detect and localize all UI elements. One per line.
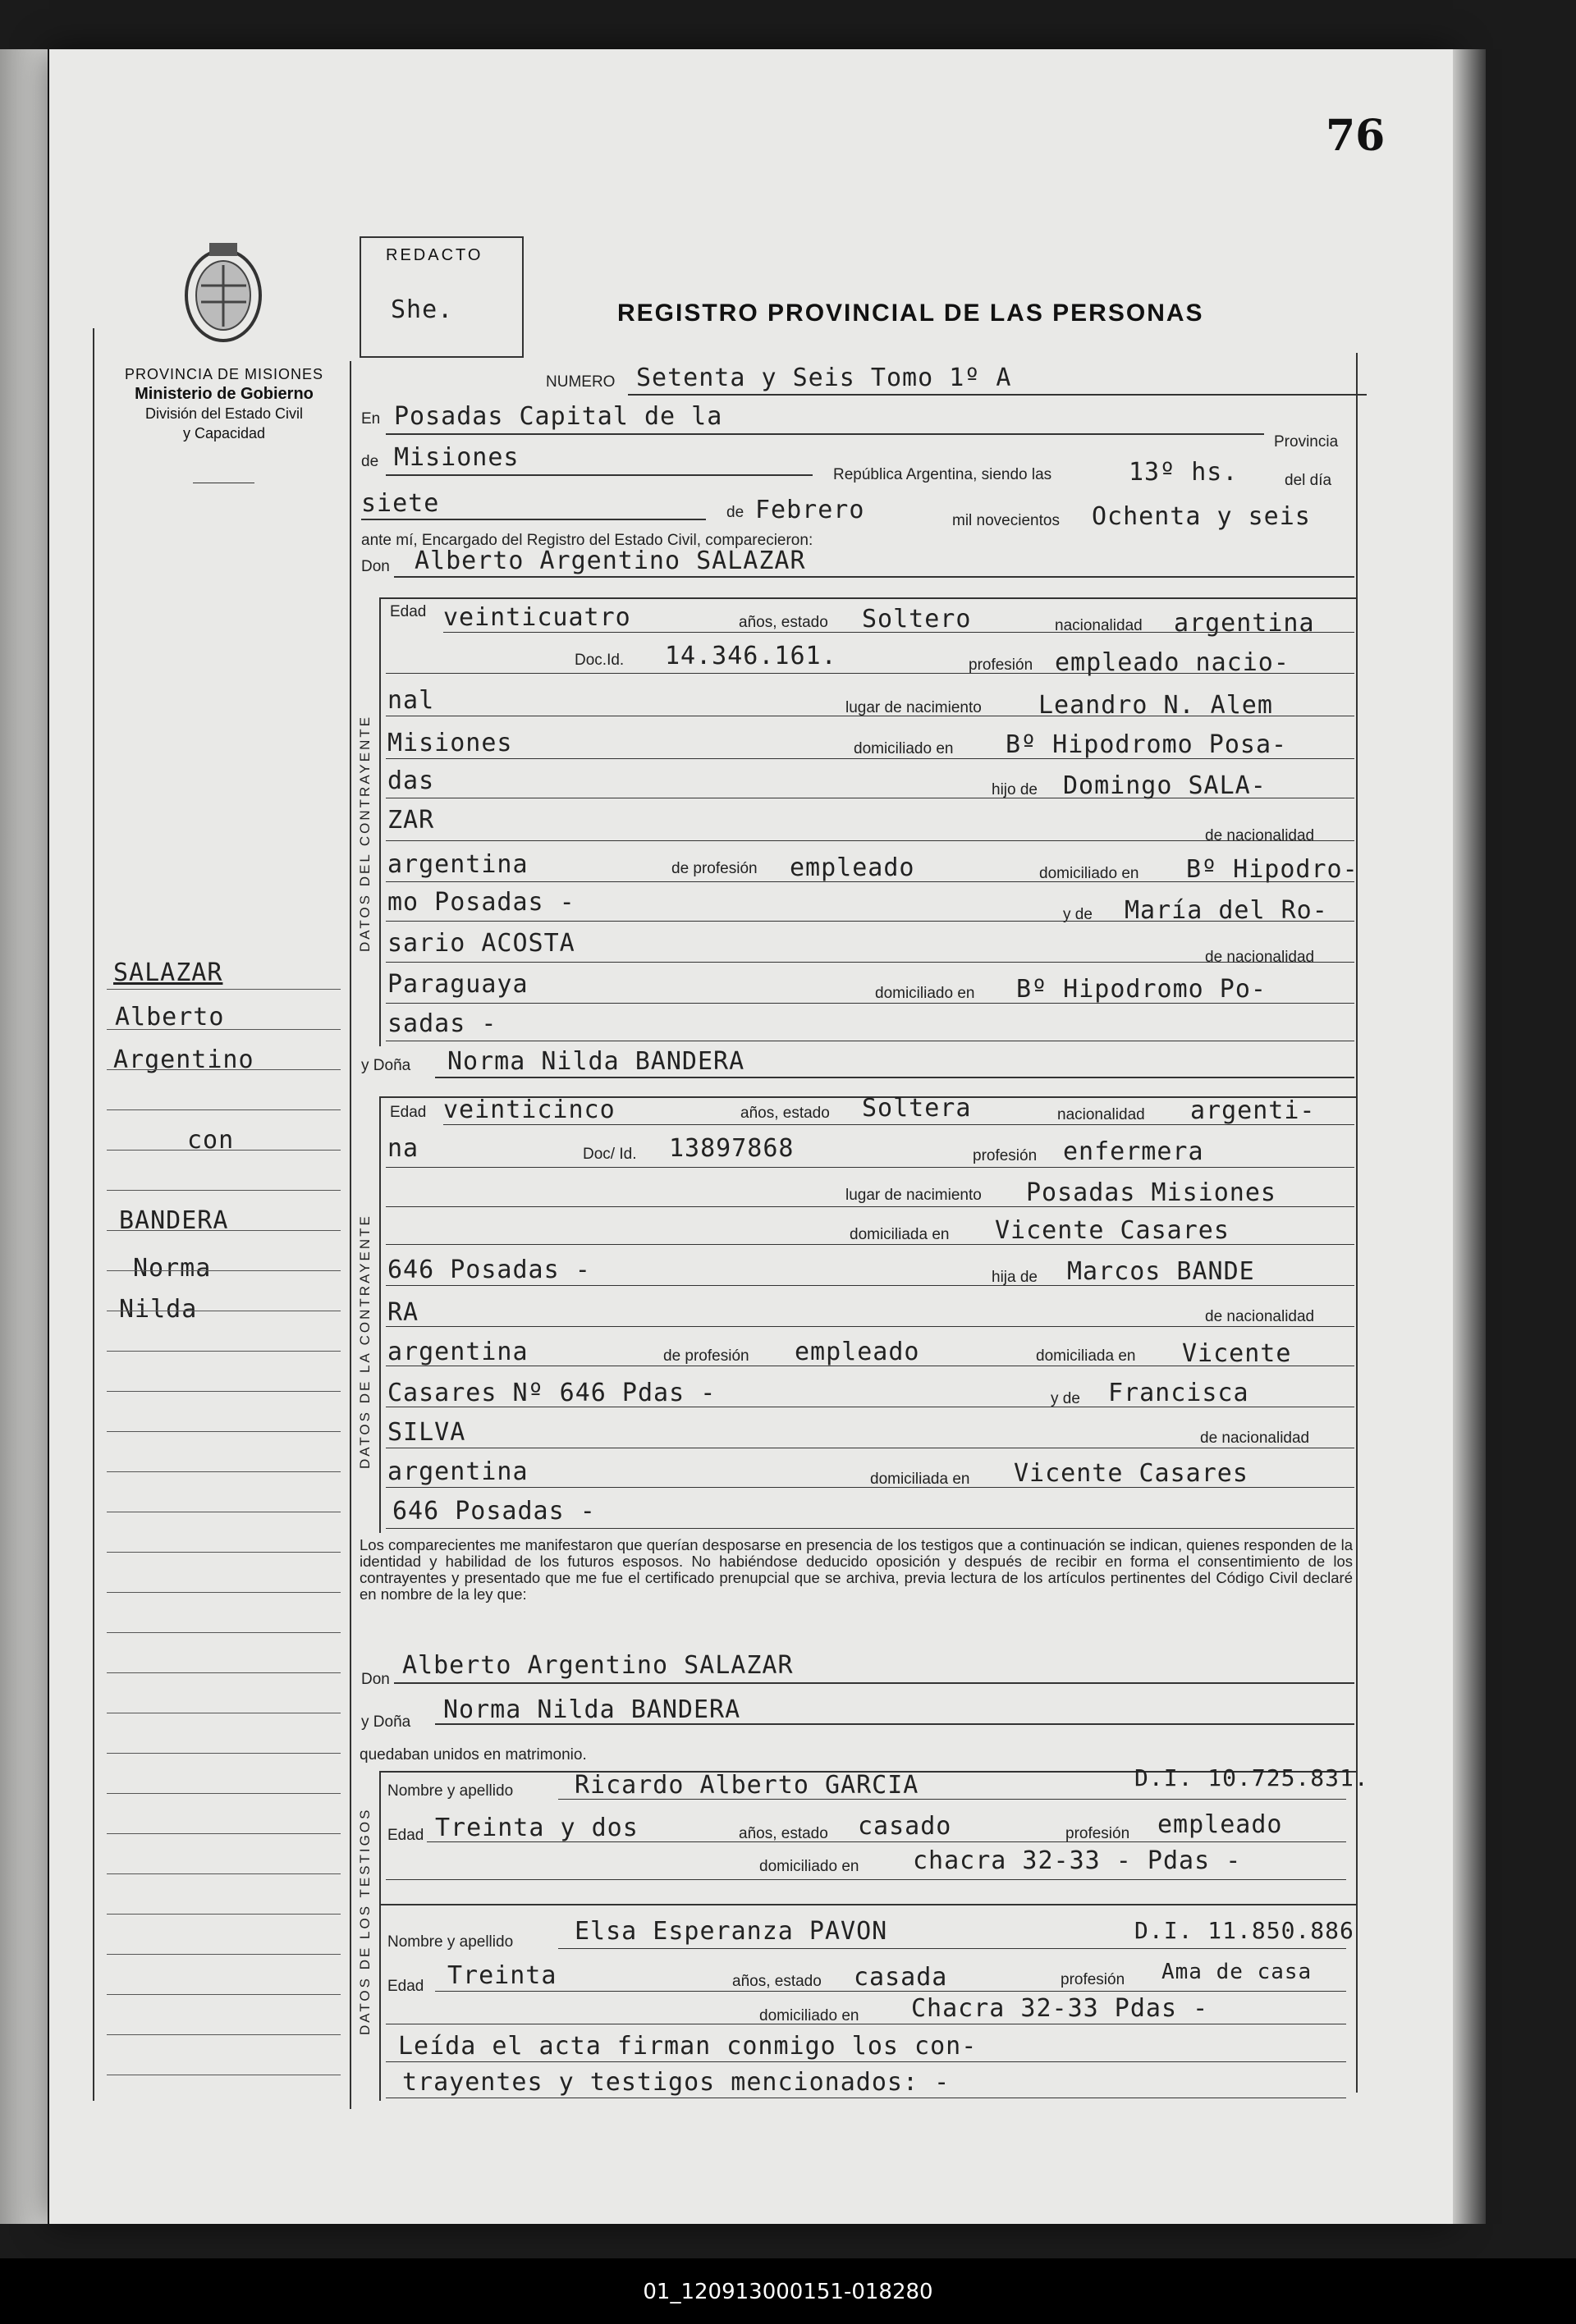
w1-profession: empleado bbox=[1157, 1810, 1283, 1839]
groom-mother-nac-label: de nacionalidad bbox=[1205, 949, 1315, 966]
bride-row11-line bbox=[386, 1528, 1354, 1529]
groom-domicile-cont: das bbox=[387, 766, 435, 795]
bride-hija-label: hija de bbox=[992, 1269, 1038, 1286]
w1-name-label: Nombre y apellido bbox=[387, 1782, 514, 1800]
bride-row2-line bbox=[386, 1167, 1354, 1168]
groom-father-nat: argentina bbox=[387, 850, 529, 879]
witness-box-rule bbox=[379, 1773, 381, 2101]
groom-mother-dom-label: domiciliado en bbox=[875, 985, 975, 1002]
bride-father-nac-label: de nacionalidad bbox=[1205, 1308, 1315, 1325]
bride-birthplace: Posadas Misiones bbox=[1026, 1178, 1276, 1207]
decl-closing: quedaban unidos en matrimonio. bbox=[360, 1746, 587, 1764]
groom-box-top bbox=[379, 597, 1356, 599]
decl-bride-line bbox=[435, 1723, 1354, 1725]
w1-age: Treinta y dos bbox=[435, 1814, 639, 1842]
bride-nac-label: nacionalidad bbox=[1057, 1106, 1145, 1123]
w1-dom-label: domiciliado en bbox=[759, 1858, 859, 1875]
groom-mother-dom-cont: sadas - bbox=[387, 1009, 497, 1038]
margin-rule bbox=[107, 1632, 341, 1633]
don-line bbox=[394, 576, 1354, 578]
bride-domicile-cont: 646 Posadas - bbox=[387, 1256, 591, 1284]
w2-profession: Ama de casa bbox=[1161, 1960, 1313, 1984]
bride-dona-label: y Doña bbox=[361, 1057, 411, 1074]
groom-father-dom-cont: mo Posadas - bbox=[387, 888, 575, 917]
w1-row1-line bbox=[558, 1799, 1346, 1800]
bride-mother-dom-cont: 646 Posadas - bbox=[392, 1497, 596, 1526]
groom-age: veinticuatro bbox=[443, 603, 631, 632]
margin-rule bbox=[107, 1592, 341, 1593]
groom-nac-label: nacionalidad bbox=[1055, 617, 1143, 634]
w1-anos-label: años, estado bbox=[739, 1825, 828, 1842]
w1-domicile: chacra 32-33 - Pdas - bbox=[913, 1846, 1242, 1875]
de2-label: de bbox=[726, 504, 744, 521]
bride-father-dom: Vicente bbox=[1182, 1339, 1292, 1368]
page-right-edge bbox=[1453, 49, 1486, 2224]
decl-don-label: Don bbox=[361, 1671, 390, 1688]
de-label: de bbox=[361, 453, 379, 470]
coat-of-arms-icon bbox=[176, 236, 271, 351]
bride-mother-dom-label: domiciliada en bbox=[870, 1471, 970, 1488]
bride-row1-line bbox=[443, 1124, 1354, 1125]
w2-edad-label: Edad bbox=[387, 1978, 424, 1995]
witness-section-label: DATOS DE LOS TESTIGOS bbox=[357, 1807, 373, 2035]
w2-row2-line bbox=[435, 1991, 1346, 1992]
groom-hijo-label: hijo de bbox=[992, 781, 1038, 798]
margin-rule bbox=[107, 1753, 341, 1754]
bride-row6-line bbox=[386, 1326, 1354, 1327]
groom-birthplace-cont: Misiones bbox=[387, 729, 513, 757]
groom-father-dom-label: domiciliado en bbox=[1039, 865, 1139, 882]
hour-value: 13º hs. bbox=[1129, 458, 1239, 487]
groom-lugar-label: lugar de nacimiento bbox=[845, 699, 982, 716]
del-dia-label: del día bbox=[1285, 472, 1332, 489]
margin-surname-groom: SALAZAR bbox=[113, 958, 223, 987]
margin-name2-bride: Nilda bbox=[119, 1295, 198, 1324]
groom-father: Domingo SALA- bbox=[1063, 771, 1267, 800]
provincia-label: Provincia bbox=[1274, 433, 1339, 451]
decl-dona-label: y Doña bbox=[361, 1713, 411, 1731]
office-header bbox=[105, 364, 343, 443]
bride-profession: enfermera bbox=[1063, 1137, 1204, 1166]
w2-domicile: Chacra 32-33 Pdas - bbox=[911, 1994, 1209, 2023]
groom-anos-label: años, estado bbox=[739, 614, 828, 631]
groom-row2-line bbox=[386, 673, 1354, 674]
w2-name-label: Nombre y apellido bbox=[387, 1933, 514, 1951]
numero-value: Setenta y Seis Tomo 1º A bbox=[636, 364, 1012, 392]
w2-name: Elsa Esperanza PAVON bbox=[575, 1917, 888, 1946]
margin-con: con bbox=[187, 1126, 235, 1155]
groom-mother-dom: Bº Hipodromo Po- bbox=[1016, 975, 1267, 1004]
groom-father-cont: ZAR bbox=[387, 806, 435, 835]
bride-mother-nac-label: de nacionalidad bbox=[1200, 1430, 1310, 1447]
groom-father-nac-label: de nacionalidad bbox=[1205, 827, 1315, 844]
bride-mother-dom: Vicente Casares bbox=[1014, 1459, 1248, 1488]
groom-section-label: DATOS DEL CONTRAYENTE bbox=[357, 714, 373, 952]
groom-profession: empleado nacio- bbox=[1055, 648, 1290, 677]
w2-dom-label: domiciliado en bbox=[759, 2007, 859, 2024]
margin-name2-groom: Argentino bbox=[113, 1045, 254, 1074]
w1-name: Ricardo Alberto GARCIA bbox=[575, 1771, 919, 1800]
bride-nationality-cont: na bbox=[387, 1134, 419, 1163]
groom-dom-label: domiciliado en bbox=[854, 740, 954, 757]
month-value: Febrero bbox=[755, 496, 865, 524]
document-title: REGISTRO PROVINCIAL DE LAS PERSONAS bbox=[617, 300, 1204, 327]
margin-rule bbox=[107, 1471, 341, 1472]
margin-rule bbox=[107, 1351, 341, 1352]
margin-rule bbox=[107, 2034, 341, 2035]
margin-rule bbox=[107, 1873, 341, 1874]
w1-row3-line bbox=[386, 1879, 1346, 1880]
groom-nationality: argentina bbox=[1174, 609, 1315, 638]
bride-row5-line bbox=[386, 1285, 1354, 1286]
closing-line-1-rule bbox=[386, 2061, 1346, 2062]
city-value: Posadas Capital de la bbox=[394, 402, 723, 431]
groom-row7-line bbox=[386, 881, 1354, 882]
groom-mother: María del Ro- bbox=[1125, 896, 1328, 925]
bride-lugar-label: lugar de nacimiento bbox=[845, 1187, 982, 1204]
margin-surname-bride: BANDERA bbox=[119, 1206, 229, 1235]
w2-row1-line bbox=[558, 1948, 1346, 1949]
redacto-value: She. bbox=[391, 295, 454, 324]
margin-rule bbox=[107, 1270, 341, 1271]
office-division-2: y Capacidad bbox=[182, 425, 266, 441]
bride-anos-label: años, estado bbox=[740, 1105, 830, 1122]
bride-estado: Soltera bbox=[862, 1094, 972, 1123]
city-line bbox=[386, 433, 1264, 435]
groom-birthplace: Leandro N. Alem bbox=[1038, 691, 1273, 720]
margin-rule bbox=[107, 1230, 341, 1231]
margin-rule bbox=[107, 1391, 341, 1392]
bride-mother: Francisca bbox=[1108, 1379, 1249, 1407]
margin-rule bbox=[107, 1994, 341, 1995]
closing-line-2: trayentes y testigos mencionados: - bbox=[402, 2068, 951, 2097]
groom-row8-line bbox=[386, 921, 1354, 922]
ante-mi-text: ante mí, Encargado del Registro del Estado Civil, comparecieron: bbox=[361, 532, 813, 549]
margin-rule bbox=[107, 989, 341, 990]
numero-label: NUMERO bbox=[546, 373, 616, 391]
groom-prof-label: profesión bbox=[969, 656, 1033, 674]
bride-father-prof-label: de profesión bbox=[663, 1347, 749, 1365]
bride-father: Marcos BANDE bbox=[1067, 1257, 1255, 1286]
w2-estado: casada bbox=[854, 1963, 948, 1992]
margin-rule bbox=[107, 1109, 341, 1110]
margin-name-groom: Alberto bbox=[115, 1003, 225, 1032]
bride-father-nat: argentina bbox=[387, 1338, 529, 1366]
margin-rule bbox=[107, 1029, 341, 1030]
office-ministry: Ministerio de Gobierno bbox=[135, 385, 314, 403]
groom-y-de-label: y de bbox=[1063, 906, 1093, 923]
w1-prof-label: profesión bbox=[1065, 1825, 1130, 1842]
bride-name-line bbox=[435, 1077, 1354, 1078]
book-binding-edge bbox=[0, 49, 48, 2224]
statement-paragraph: Los comparecientes me manifestaron que querían desposarse en presencia de los testigos que a continuación se indican, quienes responden de la identidad y habilidad de los futuros esposos. No habiéndose deducido oposición y después de recibir en forma el consentimiento de los contrayentes y presentado que me fue el certificado prenupcial que se archiva, previa lectura de los artículos pertinentes del Código Civil declaré en nombre de la ley que: bbox=[360, 1536, 1353, 1603]
bride-father-dom-cont: Casares Nº 646 Pdas - bbox=[387, 1379, 717, 1407]
right-rule bbox=[1356, 353, 1358, 2093]
office-division: División del Estado Civil bbox=[144, 405, 304, 422]
bride-section-label: DATOS DE LA CONTRAYENTE bbox=[357, 1214, 373, 1469]
bride-nationality: argenti- bbox=[1190, 1096, 1316, 1125]
groom-mother-cont: sario ACOSTA bbox=[387, 929, 575, 958]
year-value: Ochenta y seis bbox=[1092, 502, 1311, 531]
margin-rule bbox=[107, 1552, 341, 1553]
w2-age: Treinta bbox=[447, 1961, 557, 1990]
margin-rule bbox=[107, 1069, 341, 1070]
bride-domicile: Vicente Casares bbox=[995, 1216, 1230, 1245]
bride-row10-line bbox=[386, 1487, 1354, 1488]
redacto-label: REDACTO bbox=[386, 246, 483, 264]
bride-box-rule bbox=[379, 1098, 381, 1533]
w1-edad-label: Edad bbox=[387, 1827, 424, 1844]
groom-doc-label: Doc.Id. bbox=[575, 652, 625, 669]
margin-rule-left bbox=[93, 328, 94, 2101]
bride-father-prof: empleado bbox=[795, 1338, 920, 1366]
margin-rule-main bbox=[350, 361, 351, 2109]
en-label: En bbox=[361, 410, 381, 428]
decl-groom-line bbox=[394, 1682, 1354, 1684]
bride-row3-line bbox=[386, 1206, 1354, 1207]
groom-edad-label: Edad bbox=[390, 603, 427, 620]
bride-mother-nat: argentina bbox=[387, 1457, 529, 1486]
bride-prof-label: profesión bbox=[973, 1147, 1038, 1164]
groom-domicile: Bº Hipodromo Posa- bbox=[1006, 730, 1288, 759]
w1-estado: casado bbox=[858, 1812, 952, 1841]
margin-rule bbox=[107, 1954, 341, 1955]
groom-mother-nat: Paraguaya bbox=[387, 970, 529, 999]
margin-rule bbox=[107, 1150, 341, 1151]
groom-name: Alberto Argentino SALAZAR bbox=[415, 547, 806, 575]
bride-dom-label: domiciliada en bbox=[850, 1226, 950, 1243]
groom-row9-line bbox=[386, 962, 1354, 963]
groom-father-prof-label: de profesión bbox=[671, 860, 758, 877]
groom-father-prof: empleado bbox=[790, 853, 915, 882]
groom-row4-line bbox=[386, 758, 1354, 759]
republica-text: República Argentina, siendo las bbox=[833, 466, 1052, 483]
bride-age: veinticinco bbox=[443, 1096, 616, 1124]
groom-row10-line bbox=[386, 1003, 1354, 1004]
groom-doc: 14.346.161. bbox=[665, 642, 837, 670]
w1-row2-line bbox=[427, 1841, 1346, 1842]
w1-doc: D.I. 10.725.831. bbox=[1134, 1764, 1369, 1791]
decl-groom-name: Alberto Argentino SALAZAR bbox=[402, 1651, 794, 1680]
bride-row4-line bbox=[386, 1244, 1354, 1245]
groom-profession-cont: nal bbox=[387, 686, 435, 715]
groom-father-dom: Bº Hipodro- bbox=[1186, 855, 1358, 884]
margin-rule bbox=[107, 1833, 341, 1834]
groom-row6-line bbox=[386, 840, 1354, 841]
w2-doc: D.I. 11.850.886 bbox=[1134, 1917, 1354, 1944]
margin-name-bride: Norma bbox=[133, 1254, 212, 1283]
mil-nov-label: mil novecientos bbox=[952, 512, 1060, 529]
margin-rule bbox=[107, 1431, 341, 1432]
bride-y-de-label: y de bbox=[1051, 1390, 1080, 1407]
groom-box-rule bbox=[379, 599, 381, 1046]
margin-rule bbox=[107, 1190, 341, 1191]
margin-rule bbox=[107, 1914, 341, 1915]
page-number: 76 bbox=[1326, 111, 1386, 161]
numero-line bbox=[628, 394, 1367, 396]
bride-mother-cont: SILVA bbox=[387, 1418, 466, 1447]
province-value: Misiones bbox=[394, 443, 520, 472]
groom-estado: Soltero bbox=[862, 605, 972, 634]
decl-bride-name: Norma Nilda BANDERA bbox=[443, 1695, 741, 1724]
bride-father-cont: RA bbox=[387, 1298, 419, 1327]
don-label: Don bbox=[361, 558, 390, 575]
bride-name: Norma Nilda BANDERA bbox=[447, 1047, 745, 1076]
redacto-box bbox=[360, 236, 524, 358]
margin-rule bbox=[107, 1793, 341, 1794]
witness-divider bbox=[379, 1904, 1356, 1905]
w2-anos-label: años, estado bbox=[732, 1973, 822, 1990]
closing-line-1: Leída el acta firman conmigo los con- bbox=[398, 2032, 978, 2061]
day-line bbox=[361, 519, 706, 520]
office-province: PROVINCIA DE MISIONES bbox=[124, 366, 324, 382]
bride-doc: 13897868 bbox=[669, 1134, 795, 1163]
bride-doc-label: Doc/ Id. bbox=[583, 1146, 637, 1163]
bride-father-dom-label: domiciliada en bbox=[1036, 1347, 1136, 1365]
bride-edad-label: Edad bbox=[390, 1104, 427, 1121]
margin-rule bbox=[107, 1672, 341, 1673]
groom-row1-line bbox=[443, 632, 1354, 633]
w2-prof-label: profesión bbox=[1061, 1971, 1125, 1988]
province-line bbox=[386, 474, 813, 476]
scan-file-id: 01_120913000151-018280 bbox=[643, 2280, 933, 2304]
day-value: siete bbox=[361, 489, 440, 518]
